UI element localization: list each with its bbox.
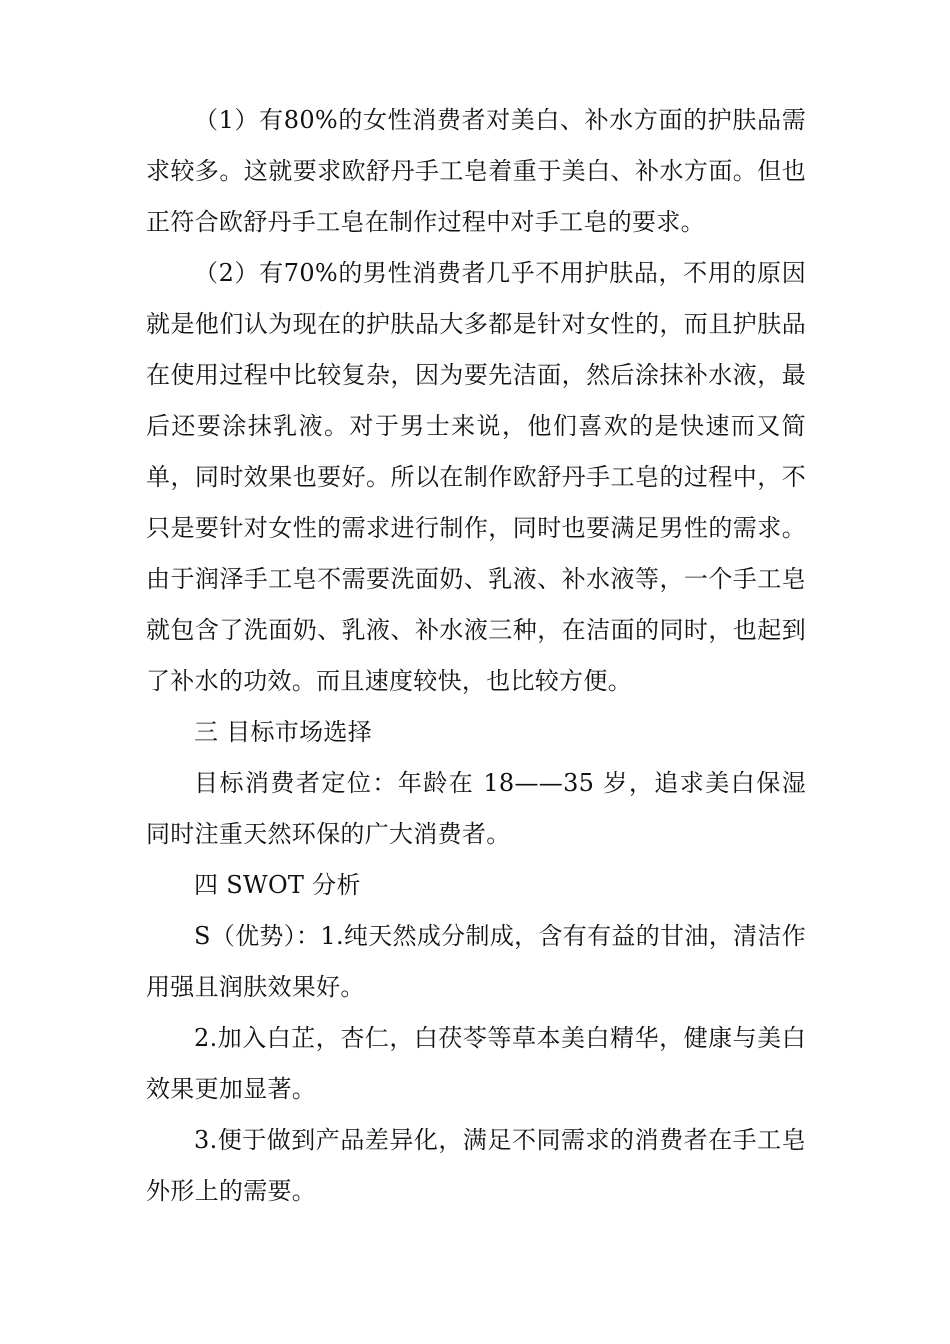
paragraph-target-consumer: 目标消费者定位：年龄在 18——35 岁，追求美白保湿同时注重天然环保的广大消费者。: [146, 769, 806, 848]
paragraph-male-consumers: （2）有70%的男性消费者几乎不用护肤品，不用的原因就是他们认为现在的护肤品大多都是针对女性的，而且护肤品在使用过程中比较复杂，因为要先洁面，然后涂抹补水液，最后还要涂抹乳液。对于男士来说，他们喜欢的是快速而又简单，同时效果也要好。所以在制作欧舒丹手工皂的过程中，不只是要针对女性的需求进行制作，同时也要满足男性的需求。由于润泽手工皂不需要洗面奶、乳液、补水液等，一个手工皂就包含了洗面奶、乳液、补水液三种，在洁面的同时，也起到了补水的功效。而且速度较快，也比较方便。: [146, 259, 806, 695]
document-body: [146, 95, 806, 1217]
section-heading-swot: 四 SWOT 分析: [194, 871, 361, 899]
paragraph-strength-3: 3.便于做到产品差异化，满足不同需求的消费者在手工皂外形上的需要。: [146, 1126, 806, 1205]
paragraph-strength-1: S（优势）：1.纯天然成分制成，含有有益的甘油，清洁作用强且润肤效果好。: [146, 922, 806, 1001]
section-heading-target-market: 三 目标市场选择: [194, 718, 373, 746]
paragraph-female-consumers: （1）有80%的女性消费者对美白、补水方面的护肤品需求较多。这就要求欧舒丹手工皂着重于美白、补水方面。但也正符合欧舒丹手工皂在制作过程中对手工皂的要求。: [146, 106, 806, 236]
paragraph-strength-2: 2.加入白芷，杏仁，白茯苓等草本美白精华，健康与美白效果更加显著。: [146, 1024, 806, 1103]
